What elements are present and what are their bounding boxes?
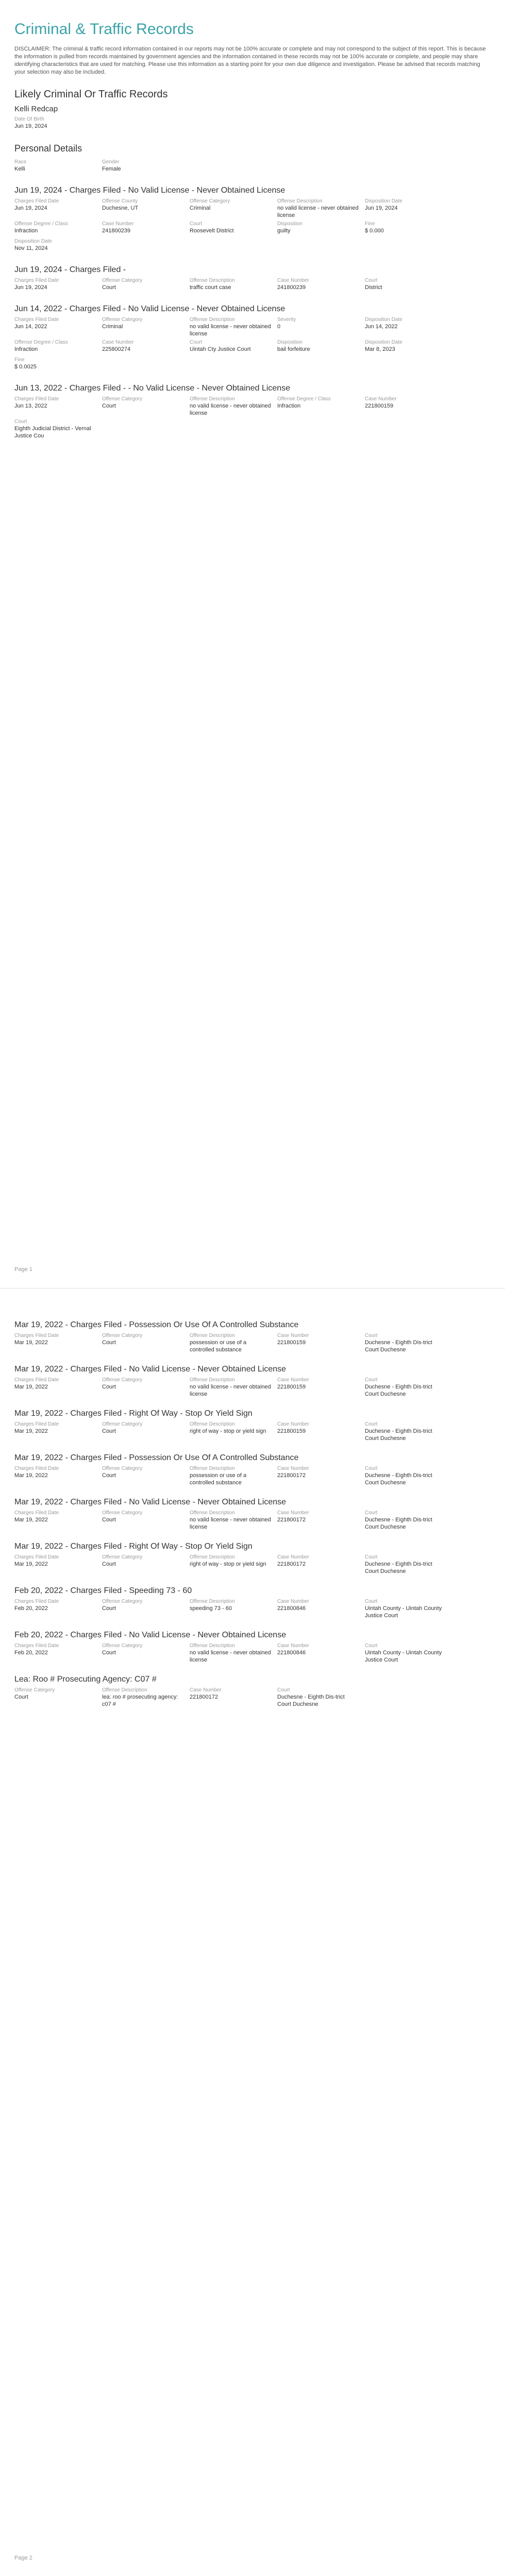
field-value: Mar 19, 2022 [14, 1561, 48, 1567]
field-value: 221800172 [277, 1472, 306, 1479]
field-value: Jun 19, 2024 [14, 123, 47, 129]
field [102, 396, 184, 417]
field [277, 1510, 360, 1531]
field-value: Court [102, 1472, 116, 1479]
detail-fields [14, 116, 491, 132]
field-label: Date Of Birth [14, 116, 44, 122]
field-label: Disposition Date [14, 239, 52, 244]
record-entry [14, 1320, 491, 1353]
field-value: no valid license - never obtained license [190, 324, 271, 337]
field-label: Charges Filed Date [14, 1333, 59, 1338]
field-label: Court [277, 1687, 290, 1693]
field [365, 396, 447, 417]
record-title: Jun 13, 2022 - Charges Filed - - No Valid License - Never Obtained License [14, 384, 291, 393]
field [14, 317, 97, 337]
field-value: Duchesne - Eighth Dis-trict Court Duchesne [365, 1561, 432, 1574]
field-value: Duchesne - Eighth Dis-trict Court Duchesne [277, 1694, 345, 1707]
field [14, 159, 97, 175]
field-label: Offense Category [102, 278, 143, 283]
field-label: Charges Filed Date [14, 1599, 59, 1604]
field-label: Offense Category [102, 1554, 143, 1560]
field-value: Infraction [14, 228, 38, 234]
field [365, 198, 447, 219]
field-label: Offense Description [190, 1421, 235, 1427]
field [365, 221, 447, 236]
field-grid [14, 159, 491, 175]
field-label: Disposition [277, 221, 302, 227]
record-entry [14, 265, 491, 293]
field-label: Offense Category [102, 396, 143, 402]
field [277, 221, 360, 236]
field-value: Court [14, 1694, 28, 1700]
field-value: Mar 19, 2022 [14, 1472, 48, 1479]
field [190, 396, 272, 417]
field-value: 221800172 [190, 1694, 218, 1700]
field-value: no valid license - never obtained license [190, 403, 271, 416]
field [14, 221, 97, 236]
field-value: Court [102, 1517, 116, 1523]
field [14, 340, 97, 355]
field-label: Disposition Date [365, 198, 402, 204]
record-entry [14, 304, 491, 372]
field-value: Court [102, 284, 116, 291]
field-label: Case Number [277, 1377, 309, 1383]
field-value: Criminal [102, 324, 123, 330]
field [190, 1510, 272, 1531]
field-label: Fine [14, 357, 25, 363]
field [190, 278, 272, 293]
field [277, 1421, 360, 1442]
field-value: Court [102, 1340, 116, 1346]
field-value: 221800159 [365, 403, 394, 409]
field-value: Uintah County - Uintah County Justice Court [365, 1605, 442, 1619]
field-value: Jun 13, 2022 [14, 403, 47, 409]
field-label: Offense County [102, 198, 138, 204]
field [14, 198, 97, 219]
record-entry [14, 1453, 491, 1486]
field-label: Court [365, 1466, 378, 1471]
field [14, 1377, 97, 1398]
field [14, 1554, 97, 1575]
field-value: Nov 11, 2024 [14, 245, 48, 251]
field [102, 1643, 184, 1664]
field-grid [14, 1643, 491, 1664]
field [14, 396, 97, 417]
field [277, 278, 360, 293]
field-label: Charges Filed Date [14, 317, 59, 323]
field-label: Offense Category [102, 1466, 143, 1471]
field-label: Case Number [277, 1599, 309, 1604]
field [277, 1643, 360, 1664]
field [365, 340, 447, 355]
field-label: Offense Category [102, 317, 143, 323]
field [190, 1643, 272, 1664]
field-value: Infraction [14, 346, 38, 352]
field [14, 239, 97, 254]
field [102, 159, 184, 175]
field-value: Court [102, 1428, 116, 1434]
field-value: no valid license - never obtained license [190, 1650, 271, 1663]
field-value: Mar 19, 2022 [14, 1340, 48, 1346]
record-entry [14, 1586, 491, 1619]
field-value: 221800172 [277, 1517, 306, 1523]
field-label: Charges Filed Date [14, 1421, 59, 1427]
field-value: 241800239 [277, 284, 306, 291]
field-value: Duchesne - Eighth Dis-trict Court Duchesne [365, 1472, 432, 1486]
field-label: Offense Description [190, 278, 235, 283]
field-value: no valid license - never obtained license [190, 1384, 271, 1397]
field-value: Jun 19, 2024 [14, 284, 47, 291]
field-value: speeding 73 - 60 [190, 1605, 232, 1612]
field-grid [14, 1554, 491, 1575]
field-value: lea: roo # prosecuting agency: c07 # [102, 1694, 178, 1707]
field-label: Court [190, 221, 203, 227]
record-title: Lea: Roo # Prosecuting Agency: C07 # [14, 1675, 157, 1684]
field-value: Mar 19, 2022 [14, 1428, 48, 1434]
field-value: 221800172 [277, 1561, 306, 1567]
field [102, 317, 184, 337]
field-label: Offense Description [190, 1643, 235, 1649]
field-value: Mar 19, 2022 [14, 1517, 48, 1523]
field [277, 1333, 360, 1353]
record-entry [14, 384, 491, 439]
field-value: 225800274 [102, 346, 131, 352]
field-value: Duchesne - Eighth Dis-trict Court Duchesne [365, 1340, 432, 1353]
field-label: Charges Filed Date [14, 1643, 59, 1649]
field-value: $ 0.000 [365, 228, 384, 234]
field-label: Case Number [277, 1643, 309, 1649]
field-label: Charges Filed Date [14, 278, 59, 283]
field [365, 1510, 447, 1531]
record-entry [14, 1542, 491, 1575]
field-grid [14, 116, 491, 132]
record-entry [14, 186, 491, 254]
field-value: 241800239 [102, 228, 131, 234]
record-title: Jun 19, 2024 - Charges Filed - No Valid License - Never Obtained License [14, 186, 285, 195]
field [365, 1421, 447, 1442]
field [102, 1421, 184, 1442]
field-label: Case Number [277, 1554, 309, 1560]
field-value: Jun 19, 2024 [14, 205, 47, 211]
field [102, 278, 184, 293]
field-value: Female [102, 166, 121, 172]
field-label: Offense Description [190, 396, 235, 402]
field [14, 1599, 97, 1619]
field-value: Court [102, 1650, 116, 1656]
field [102, 1377, 184, 1398]
field-value: Jun 19, 2024 [365, 205, 398, 211]
field-label: Court [365, 1510, 378, 1516]
field-label: Offense Description [190, 1466, 235, 1471]
field-value: Feb 20, 2022 [14, 1605, 48, 1612]
field [102, 1466, 184, 1486]
field-value: $ 0.0025 [14, 364, 37, 370]
field-label: Charges Filed Date [14, 1377, 59, 1383]
field-grid [14, 1466, 491, 1486]
field-value: no valid license - never obtained license [277, 205, 359, 218]
field [190, 1333, 272, 1353]
field [14, 357, 97, 372]
field-label: Offense Degree / Class [14, 340, 68, 345]
field-label: Case Number [277, 1466, 309, 1471]
field-value: Duchesne, UT [102, 205, 139, 211]
field-label: Offense Category [102, 1333, 143, 1338]
record-entry [14, 1498, 491, 1531]
field [102, 221, 184, 236]
field-label: Severity [277, 317, 296, 323]
record-title: Mar 19, 2022 - Charges Filed - No Valid License - Never Obtained License [14, 1498, 287, 1506]
field-value: 221800846 [277, 1605, 306, 1612]
field [190, 221, 272, 236]
field-label: Case Number [190, 1687, 222, 1693]
field-label: Offense Description [190, 1377, 235, 1383]
field [365, 1333, 447, 1353]
field-value: Kelli [14, 166, 25, 172]
record-title: Mar 19, 2022 - Charges Filed - Right Of Way - Stop Or Yield Sign [14, 1542, 252, 1551]
field [277, 1554, 360, 1575]
field-label: Offense Category [102, 1377, 143, 1383]
field [102, 1510, 184, 1531]
record-entry [14, 1631, 491, 1664]
field-label: Court [365, 1554, 378, 1560]
field [277, 1466, 360, 1486]
field [14, 1466, 97, 1486]
field [365, 1466, 447, 1486]
field-value: Uintah Cty Justice Court [190, 346, 251, 352]
field-value: Feb 20, 2022 [14, 1650, 48, 1656]
field-grid [14, 317, 491, 372]
field-label: Offense Degree / Class [14, 221, 68, 227]
field-grid [14, 198, 491, 254]
field [14, 278, 97, 293]
field-label: Court [365, 1421, 378, 1427]
field-label: Court [365, 1643, 378, 1649]
field-grid [14, 1421, 491, 1442]
field-label: Offense Description [190, 1599, 235, 1604]
field-label: Charges Filed Date [14, 396, 59, 402]
field-value: 221800846 [277, 1650, 306, 1656]
field-value: Infraction [277, 403, 301, 409]
field-value: Court [102, 1384, 116, 1390]
field-label: Court [365, 1333, 378, 1338]
field [190, 340, 272, 355]
field-label: Case Number [277, 1333, 309, 1338]
field-value: 221800159 [277, 1428, 306, 1434]
page-number: Page 2 [14, 2555, 32, 2561]
record-title: Jun 14, 2022 - Charges Filed - No Valid License - Never Obtained License [14, 304, 285, 313]
field [365, 1554, 447, 1575]
field-value: right of way - stop or yield sign [190, 1428, 266, 1434]
field [102, 1599, 184, 1619]
field [190, 1466, 272, 1486]
field [277, 317, 360, 337]
field [190, 198, 272, 219]
field-value: possession or use of a controlled substance [190, 1340, 247, 1353]
field-label: Charges Filed Date [14, 1466, 59, 1471]
field-value: bail forfeiture [277, 346, 310, 352]
field [365, 317, 447, 337]
field-value: 221800159 [277, 1340, 306, 1346]
field-label: Offense Category [102, 1599, 143, 1604]
field-value: possession or use of a controlled substance [190, 1472, 247, 1486]
field-label: Case Number [277, 278, 309, 283]
field-label: Court [365, 1377, 378, 1383]
field [277, 396, 360, 417]
field-label: Offense Description [190, 317, 235, 323]
field-grid [14, 1510, 491, 1531]
field-label: Offense Category [102, 1421, 143, 1427]
disclaimer-text: DISCLAIMER: The criminal & traffic record information contained in our reports may not be 100% accurate or complete and may not correspond to the subject of this report. This is because the information is pulled from records maintained by government agencies and the information contained in these records may not be 100% accurate or complete, and people may share identifying characteristics that are used for matching. Please use this information as a starting point for your own due diligence and investigation. Please be advised that records matching your selection may also be included. [14, 46, 486, 75]
field-label: Offense Description [102, 1687, 147, 1693]
field-label: Offense Description [190, 1333, 235, 1338]
field [365, 1599, 447, 1619]
field-label: Offense Degree / Class [277, 396, 331, 402]
field [277, 1687, 360, 1708]
field-grid [14, 1599, 491, 1619]
record-entry [14, 1365, 491, 1398]
field-grid [14, 278, 491, 293]
field-value: District [365, 284, 382, 291]
field-value: Jun 14, 2022 [365, 324, 398, 330]
field-value: Roosevelt District [190, 228, 234, 234]
field-value: traffic court case [190, 284, 231, 291]
field-label: Court [14, 419, 27, 425]
field-label: Charges Filed Date [14, 1554, 59, 1560]
field-label: Offense Category [102, 1510, 143, 1516]
field-label: Disposition Date [365, 340, 402, 345]
field-label: Case Number [365, 396, 397, 402]
field-label: Court [190, 340, 203, 345]
field [277, 340, 360, 355]
field [102, 340, 184, 355]
field [365, 1377, 447, 1398]
record-title: Mar 19, 2022 - Charges Filed - Possession Or Use Of A Controlled Substance [14, 1453, 299, 1462]
field [190, 1554, 272, 1575]
field-value: 221800159 [277, 1384, 306, 1390]
field-value: Mar 19, 2022 [14, 1384, 48, 1390]
field [14, 1421, 97, 1442]
field-label: Offense Category [14, 1687, 55, 1693]
field-value: Uintah County - Uintah County Justice Court [365, 1650, 442, 1663]
field-label: Court [365, 1599, 378, 1604]
record-title: Jun 19, 2024 - Charges Filed - [14, 265, 126, 274]
field-value: Duchesne - Eighth Dis-trict Court Duchesne [365, 1517, 432, 1530]
record-title: Mar 19, 2022 - Charges Filed - Possession Or Use Of A Controlled Substance [14, 1320, 299, 1329]
field-label: Disposition Date [365, 317, 402, 323]
field [190, 1687, 272, 1708]
field-value: Duchesne - Eighth Dis-trict Court Duchesne [365, 1428, 432, 1442]
field-label: Charges Filed Date [14, 1510, 59, 1516]
field-label: Charges Filed Date [14, 198, 59, 204]
field [365, 278, 447, 293]
field [14, 1510, 97, 1531]
personal-details-heading: Personal Details [14, 143, 82, 154]
field [14, 116, 97, 132]
report-page [0, 1289, 505, 2576]
field-value: Jun 14, 2022 [14, 324, 47, 330]
page-title: Criminal & Traffic Records [14, 21, 194, 38]
person-name: Kelli Redcap [14, 105, 58, 113]
field-value: Court [102, 403, 116, 409]
record-title: Mar 19, 2022 - Charges Filed - Right Of Way - Stop Or Yield Sign [14, 1409, 252, 1418]
detail-fields [14, 159, 491, 175]
field-label: Offense Description [190, 1554, 235, 1560]
field-label: Offense Category [102, 1643, 143, 1649]
field-value: guilty [277, 228, 291, 234]
field-label: Offense Category [190, 198, 230, 204]
field [190, 1377, 272, 1398]
field [277, 1599, 360, 1619]
field [190, 1599, 272, 1619]
field [365, 1643, 447, 1664]
record-title: Feb 20, 2022 - Charges Filed - No Valid License - Never Obtained License [14, 1631, 287, 1639]
field [102, 1333, 184, 1353]
field [102, 1554, 184, 1575]
field-label: Offense Description [190, 1510, 235, 1516]
field-grid [14, 1687, 491, 1708]
field-value: Mar 8, 2023 [365, 346, 395, 352]
field-label: Race [14, 159, 27, 165]
field [190, 1421, 272, 1442]
field [277, 1377, 360, 1398]
record-title: Feb 20, 2022 - Charges Filed - Speeding 73 - 60 [14, 1586, 192, 1595]
field-value: Court [102, 1561, 116, 1567]
field-value: Criminal [190, 205, 211, 211]
field-value: Court [102, 1605, 116, 1612]
field-grid [14, 1377, 491, 1398]
field [14, 1643, 97, 1664]
field [102, 198, 184, 219]
record-entry [14, 1675, 491, 1708]
record-title: Mar 19, 2022 - Charges Filed - No Valid License - Never Obtained License [14, 1365, 287, 1374]
field-value: no valid license - never obtained license [190, 1517, 271, 1530]
field-label: Case Number [277, 1421, 309, 1427]
field [14, 1687, 97, 1708]
field [190, 317, 272, 337]
field-label: Offense Description [277, 198, 323, 204]
field-label: Case Number [102, 221, 134, 227]
field-label: Gender [102, 159, 120, 165]
field-value: 0 [277, 324, 281, 330]
field-value: Duchesne - Eighth Dis-trict Court Duchesne [365, 1384, 432, 1397]
field [277, 198, 360, 219]
field [102, 1687, 184, 1708]
field [14, 419, 97, 439]
field-label: Court [365, 278, 378, 283]
field-grid [14, 1333, 491, 1353]
record-entry [14, 1409, 491, 1442]
field-grid [14, 396, 491, 439]
field [14, 1333, 97, 1353]
field-value: right of way - stop or yield sign [190, 1561, 266, 1567]
field-label: Fine [365, 221, 375, 227]
field-label: Case Number [102, 340, 134, 345]
field-value: Eighth Judicial District - Vernal Justice Cou [14, 426, 91, 439]
field-label: Disposition [277, 340, 302, 345]
field-label: Case Number [277, 1510, 309, 1516]
page-number: Page 1 [14, 1266, 32, 1273]
section-heading: Likely Criminal Or Traffic Records [14, 89, 168, 100]
